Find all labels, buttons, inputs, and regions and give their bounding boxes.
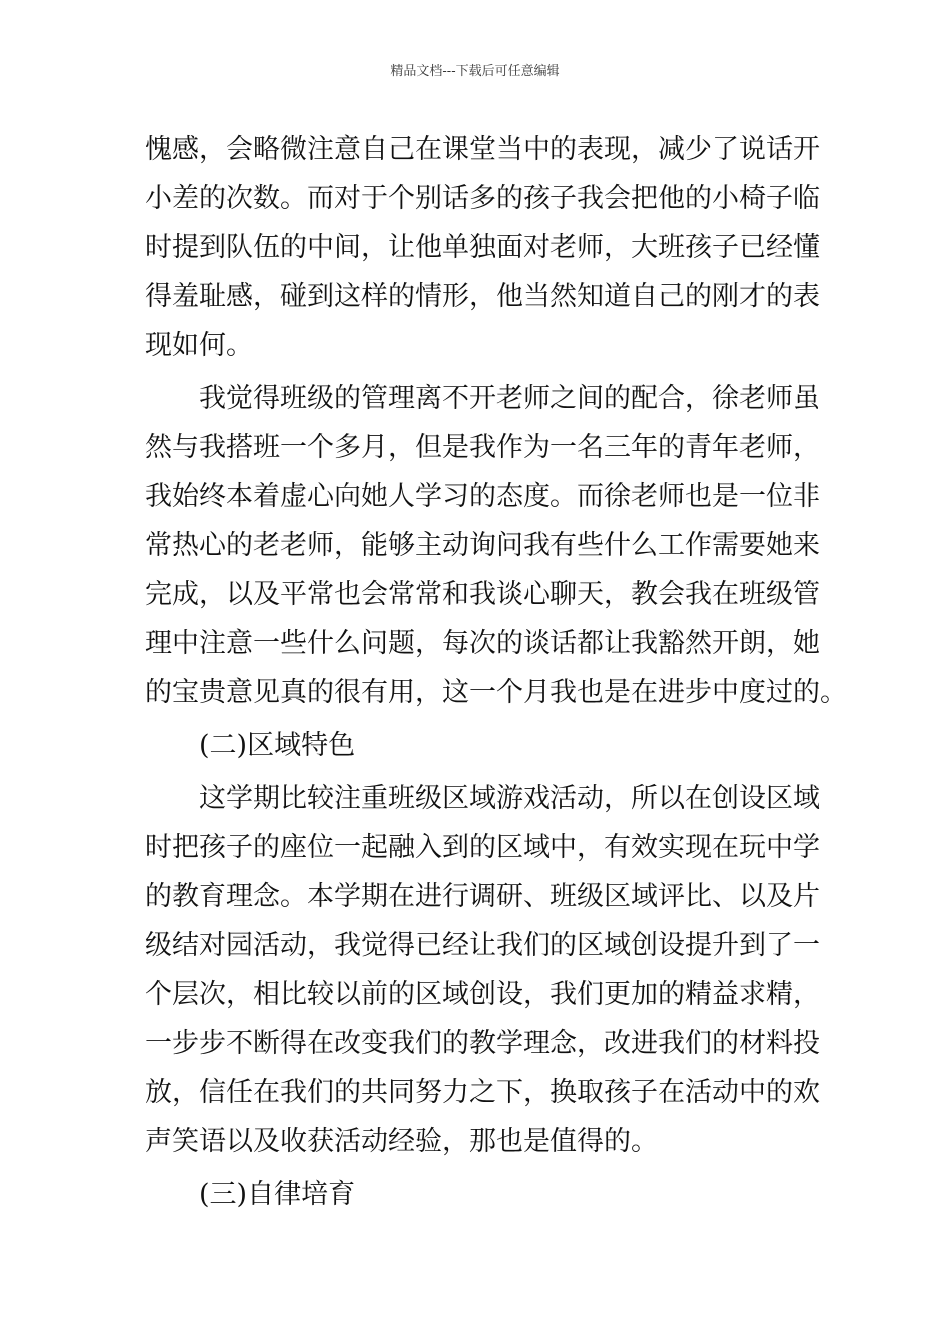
text-line: 的宝贵意见真的很有用，这一个月我也是在进步中度过的。: [145, 677, 847, 708]
text-line: 时提到队伍的中间，让他单独面对老师，大班孩子已经懂: [145, 232, 820, 263]
text-line: 然与我搭班一个多月，但是我作为一名三年的青年老师，: [145, 432, 820, 463]
text-line: 常热心的老老师，能够主动询问我有些什么工作需要她来: [145, 530, 820, 561]
paragraph-start: 我觉得班级的管理离不开老师之间的配合，徐老师虽: [199, 383, 820, 414]
text-line: 得羞耻感，碰到这样的情形，他当然知道自己的刚才的表: [145, 281, 820, 312]
text-line: 愧感，会略微注意自己在课堂当中的表现，减少了说话开: [145, 134, 820, 165]
text-line: 级结对园活动，我觉得已经让我们的区域创设提升到了一: [145, 930, 820, 961]
page-header: 精品文档---下载后可任意编辑: [390, 64, 560, 79]
section-heading: (二)区域特色: [199, 730, 356, 761]
text-line: 小差的次数。而对于个别话多的孩子我会把他的小椅子临: [145, 183, 820, 214]
text-line: 现如何。: [145, 330, 253, 361]
text-line: 个层次，相比较以前的区域创设，我们更加的精益求精，: [145, 979, 820, 1010]
text-line: 一步步不断得在改变我们的教学理念，改进我们的材料投: [145, 1028, 820, 1059]
text-line: 放，信任在我们的共同努力之下，换取孩子在活动中的欢: [145, 1077, 820, 1108]
paragraph-start: 这学期比较注重班级区域游戏活动，所以在创设区域: [199, 783, 820, 814]
text-line: 的教育理念。本学期在进行调研、班级区域评比、以及片: [145, 881, 820, 912]
text-line: 完成，以及平常也会常常和我谈心聊天，教会我在班级管: [145, 579, 820, 610]
text-line: 我始终本着虚心向她人学习的态度。而徐老师也是一位非: [145, 481, 820, 512]
section-heading: (三)自律培育: [199, 1179, 356, 1210]
text-line: 理中注意一些什么问题，每次的谈话都让我豁然开朗，她: [145, 628, 820, 659]
text-line: 时把孩子的座位一起融入到的区域中，有效实现在玩中学: [145, 832, 820, 863]
text-line: 声笑语以及收获活动经验，那也是值得的。: [145, 1126, 658, 1157]
